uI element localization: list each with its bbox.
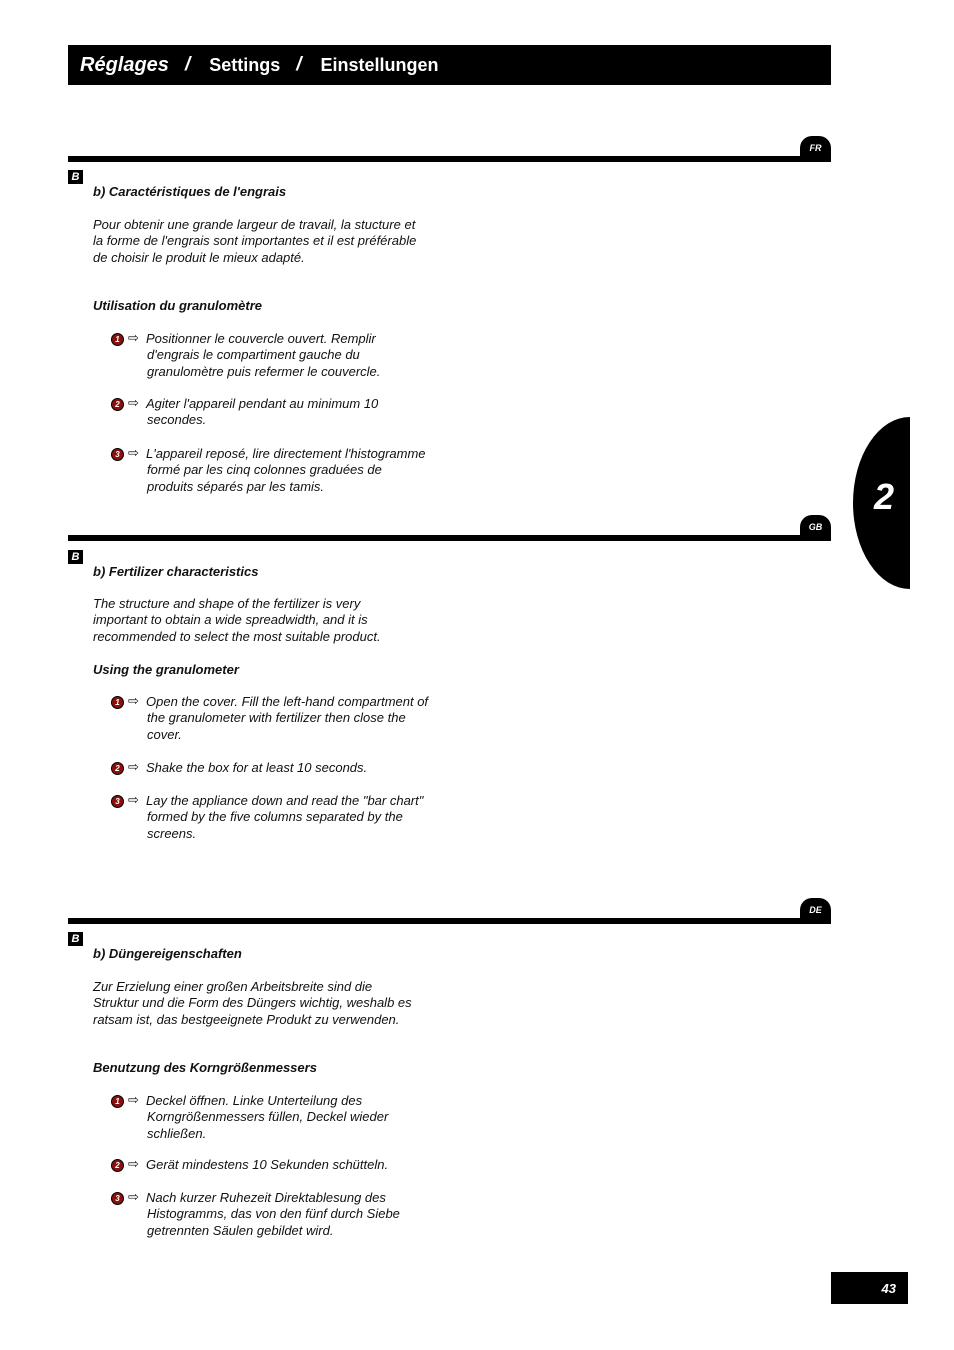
section-rule (68, 156, 831, 162)
language-tab-fr: FR (800, 136, 831, 160)
arrow-right-icon: ⇨ (128, 330, 139, 345)
header-title-de: Einstellungen (320, 54, 439, 75)
arrow-right-icon: ⇨ (128, 1189, 139, 1204)
step-number-badge: 2 (111, 762, 124, 775)
step-text: Deckel öffnen. Linke Unterteilung des Korngrößenmessers füllen, Deckel wieder schließen. (146, 1093, 389, 1141)
header-title-en: Settings (209, 54, 281, 75)
step-item (111, 1093, 431, 1142)
step-number-badge: 2 (111, 398, 124, 411)
step-item (111, 331, 431, 380)
step-number-badge: 1 (111, 1095, 124, 1108)
arrow-right-icon: ⇨ (128, 395, 139, 410)
section-intro: The structure and shape of the fertilizer is very important to obtain a wide spreadwidth, and it is recommended to select the most suitable product. (93, 596, 381, 644)
step-number-badge: 3 (111, 1192, 124, 1205)
section-title: b) Fertilizer characteristics (93, 564, 259, 579)
step-item (111, 396, 431, 429)
step-text: Shake the box for at least 10 seconds. (146, 760, 368, 775)
section-subtitle: Using the granulometer (93, 662, 239, 677)
page-header (68, 45, 831, 85)
header-separator: / (184, 54, 191, 75)
step-text: Lay the appliance down and read the "bar chart" formed by the five columns separated by the screens. (146, 793, 424, 841)
step-number-badge: 1 (111, 696, 124, 709)
arrow-right-icon: ⇨ (128, 792, 139, 807)
arrow-right-icon: ⇨ (128, 693, 139, 708)
section-title: b) Düngereigenschaften (93, 946, 242, 961)
section-rule (68, 918, 831, 924)
step-item (111, 446, 431, 495)
arrow-right-icon: ⇨ (128, 1156, 139, 1171)
section-subtitle: Benutzung des Korngrößenmessers (93, 1060, 317, 1075)
section-badge: B (68, 550, 83, 564)
section-intro: Pour obtenir une grande largeur de travail, la stucture et la forme de l'engrais sont importantes et il est préférable de choisir le produit le mieux adapté. (93, 217, 417, 265)
section-intro: Zur Erzielung einer großen Arbeitsbreite sind die Struktur und die Form des Düngers wichtig, weshalb es ratsam ist, das bestgeeignete Produkt zu verwenden. (93, 979, 412, 1027)
language-tab-de: DE (800, 898, 831, 922)
section-subtitle: Utilisation du granulomètre (93, 298, 263, 313)
step-text: Nach kurzer Ruhezeit Direktablesung des Histogramms, das von den fünf durch Siebe getrennten Säulen gebildet wird. (146, 1190, 400, 1238)
section-rule (68, 535, 831, 541)
language-tab-gb: GB (800, 515, 831, 539)
chapter-number: 2 (874, 476, 895, 517)
step-number-badge: 1 (111, 333, 124, 346)
section-badge: B (68, 932, 83, 946)
step-number-badge: 2 (111, 1159, 124, 1172)
step-text: L'appareil reposé, lire directement l'histogramme formé par les cinq colonnes graduées de produits séparés par les tamis. (146, 446, 426, 494)
header-title-fr: Réglages (80, 53, 169, 76)
step-number-badge: 3 (111, 448, 124, 461)
step-text: Positionner le couvercle ouvert. Remplir d'engrais le compartiment gauche du granulomètre puis refermer le couvercle. (146, 331, 381, 379)
step-item (111, 694, 431, 743)
step-number-badge: 3 (111, 795, 124, 808)
step-item (111, 1190, 431, 1239)
step-item (111, 793, 431, 842)
step-text: Agiter l'appareil pendant au minimum 10 secondes. (146, 396, 379, 428)
section-title: b) Caractéristiques de l'engrais (93, 184, 287, 199)
page-number: 43 (831, 1272, 908, 1304)
header-separator: / (296, 54, 302, 75)
arrow-right-icon: ⇨ (128, 1092, 139, 1107)
step-text: Open the cover. Fill the left-hand compartment of the granulometer with fertilizer then close the cover. (146, 694, 429, 742)
section-badge: B (68, 170, 83, 184)
arrow-right-icon: ⇨ (128, 445, 139, 460)
step-text: Gerät mindestens 10 Sekunden schütteln. (146, 1157, 389, 1172)
arrow-right-icon: ⇨ (128, 759, 139, 774)
step-item (111, 1157, 431, 1173)
step-item (111, 760, 431, 776)
